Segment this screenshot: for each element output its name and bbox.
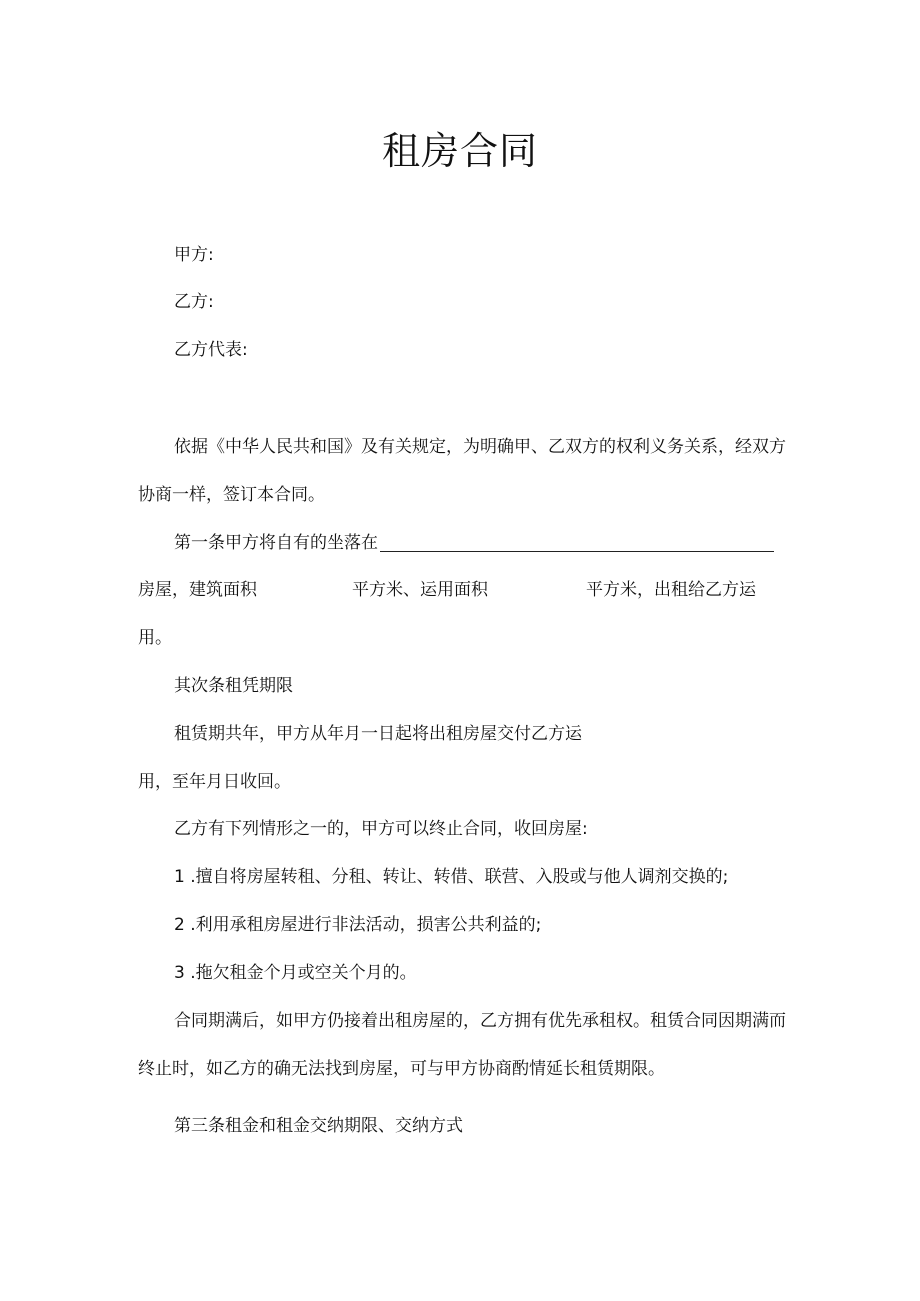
party-b-representative-label: 乙方代表: (174, 340, 248, 360)
article-2-term-line-2: 用，至年月日收回。 (138, 772, 291, 792)
termination-item-1: 1 .擅自将房屋转租、分租、转让、转借、联营、入股或与他人调剂交换的; (174, 867, 729, 887)
article-1-usable-area-label: 平方米、运用面积 (352, 580, 488, 600)
intro-paragraph-line-1: 依据《中华人民共和国》及有关规定，为明确甲、乙双方的权利义务关系，经双方 (174, 437, 786, 457)
article-2-termination-intro: 乙方有下列情形之一的，甲方可以终止合同，收回房屋: (174, 819, 588, 839)
article-2-heading: 其次条租凭期限 (174, 676, 293, 696)
termination-item-2: 2 .利用承租房屋进行非法活动，损害公共利益的; (174, 915, 542, 935)
renewal-paragraph-line-2: 终止时，如乙方的确无法找到房屋，可与甲方协商酌情延长租赁期限。 (138, 1059, 665, 1079)
intro-paragraph-line-2: 协商一样，签订本合同。 (138, 485, 325, 505)
document-title: 租房合同 (381, 129, 538, 173)
termination-item-3: 3 .拖欠租金个月或空关个月的。 (174, 963, 417, 983)
article-3-heading: 第三条租金和租金交纳期限、交纳方式 (174, 1116, 463, 1136)
article-1-line-3: 用。 (138, 628, 172, 648)
address-blank-line (380, 551, 774, 552)
renewal-paragraph-line-1: 合同期满后，如甲方仍接着出租房屋的，乙方拥有优先承租权。租赁合同因期满而 (174, 1011, 786, 1031)
article-1-building-area-label: 房屋，建筑面积 (138, 580, 257, 600)
article-1-line-1: 第一条甲方将自有的坐落在 (174, 533, 378, 553)
party-b-label: 乙方: (174, 292, 214, 312)
party-a-label: 甲方: (174, 245, 214, 265)
article-1-lease-to-label: 平方米，出租给乙方运 (586, 580, 756, 600)
article-2-term-line-1: 租赁期共年，甲方从年月一日起将出租房屋交付乙方运 (174, 724, 582, 744)
